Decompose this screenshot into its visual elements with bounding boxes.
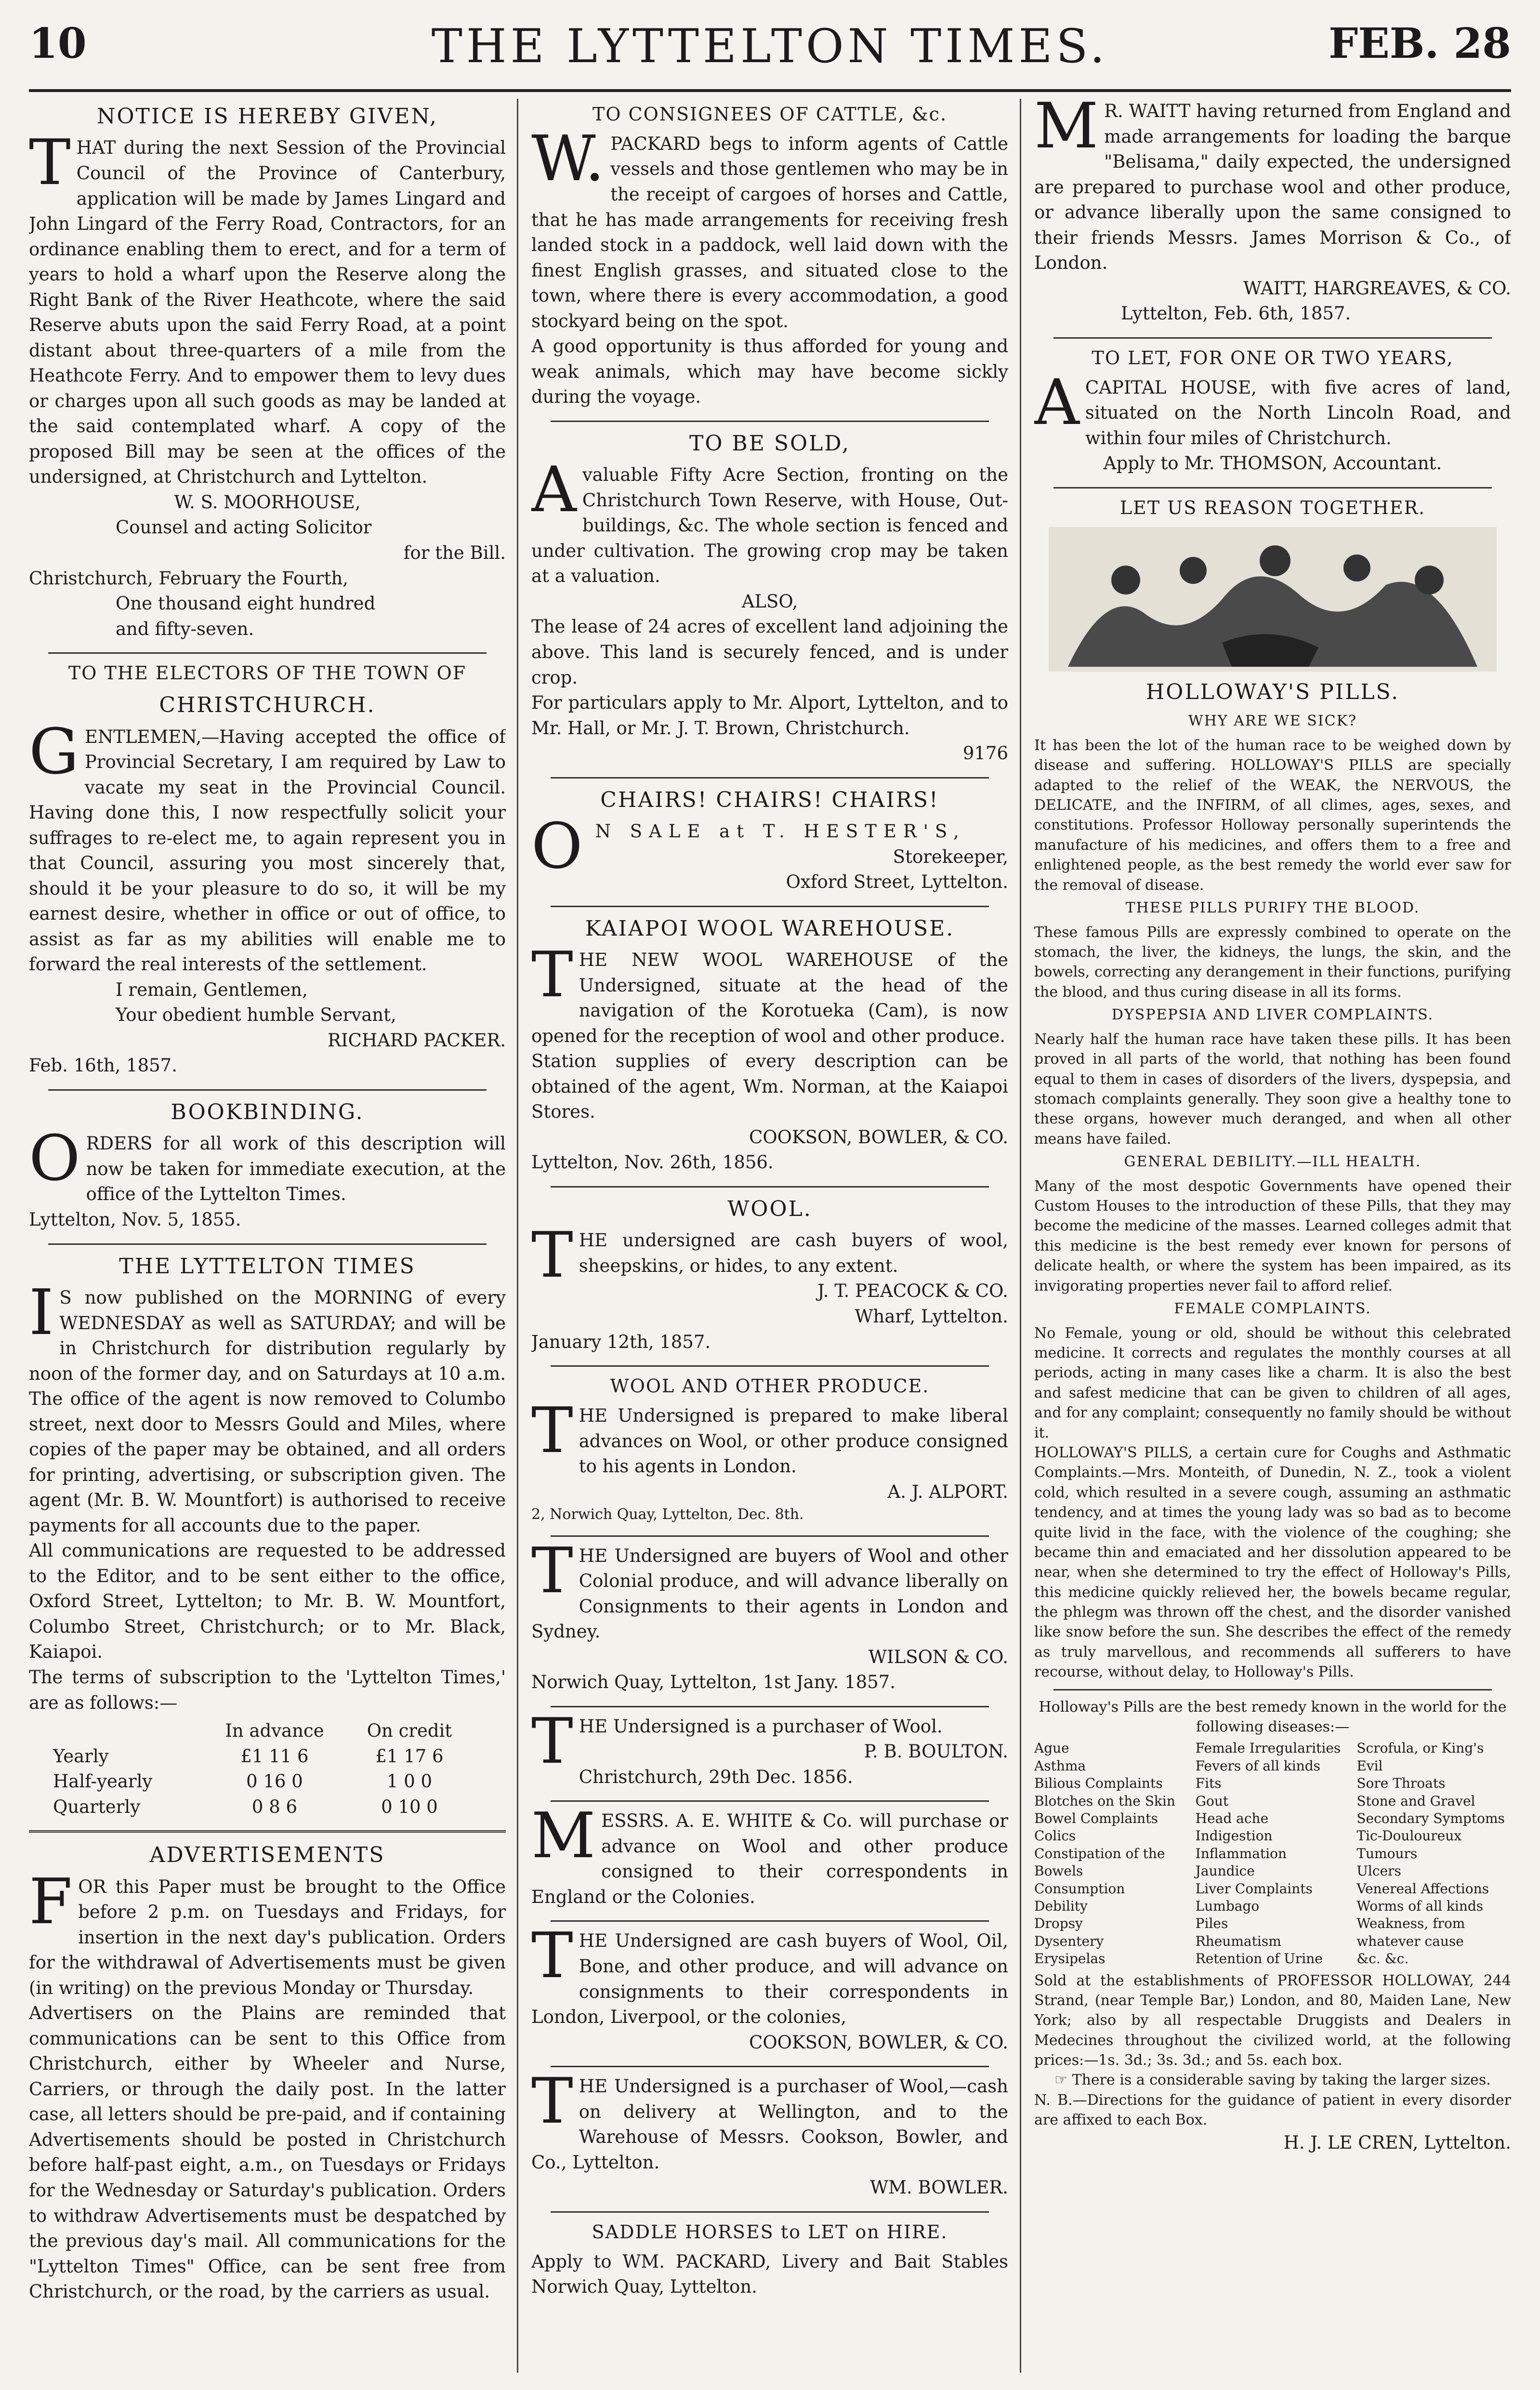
ad-signer: H. J. LE CREN, Lyttelton. [1283,2132,1511,2153]
ad-body: ACAPITAL HOUSE, with five acres of land, situated on the North Lincoln Road, and within four miles of Christchurch. [1034,365,1511,449]
disease-item: Dropsy [1034,1915,1083,1932]
ad-body: GENTLEMEN,—Having accepted the office of Provincial Secretary, I am required by Law to vacate my seat in the Provincial Council. Having done this, I now respectfully solicit your suffrages to re-elect me, to again represent you in that Council, assuring you most sincerely that, should it be your pleasure to do so, it will be my earnest desire, whether in office or out of office, to assist as far as my abilities will enable me to forward the real interests of the settlement. [29,714,506,975]
ad-body: The lease of 24 acres of excellent land adjoining the above. This land is securely fenced, and is under crop. [531,616,1008,688]
ad-subheading: CHRISTCHURCH. [159,693,376,718]
terms-table [53,1718,506,1820]
disease-item: &c. &c. [1356,1951,1409,1967]
masthead [29,14,1511,82]
ad-wilson [531,1533,1008,1695]
disease-item: Erysipelas [1034,1951,1106,1967]
ad-bowler [531,2064,1008,2201]
divider [48,1243,487,1245]
disease-column [1196,1740,1350,1967]
column-right [1034,99,1511,2373]
ad-date: Lyttelton, Nov. 5, 1855. [29,1209,241,1230]
ad-date: and fifty-seven. [116,618,254,639]
divider [1053,487,1492,489]
ad-date: One thousand eight hundred [116,593,376,614]
ad-subheading: FEMALE COMPLAINTS. [1174,1300,1371,1318]
disease-item: Tic-Douloureux [1356,1828,1462,1844]
disease-item: Dysentery [1034,1933,1104,1949]
ad-wool-produce [531,1373,1008,1524]
disease-item: Inflammation [1195,1845,1287,1862]
ad-ref: 9176 [962,743,1008,764]
ad-date: Christchurch, February the Fourth, [29,568,349,589]
terms-cell: Quarterly [53,1796,141,1817]
ad-cookson [531,1919,1008,2055]
ad-body: HOLLOWAY'S PILLS, a certain cure for Coughs and Asthmatic Complaints.—Mrs. Monteith, of Dunedin, N. Z., took a violent cold, which resulted in a severe cough, assuming an asthmatic tendency, and at times the young lady was so bad as to become quite livid in the face, with the violence of the coughing; she became thin and emaciated and her dissolution appeared to be near, when she determined to try the effect of Holloway's Pills, this medicine quickly relieved her, the bowels became regular, the phlegm was thrown off the chest, and the disorder vanished like snow before the sun. She describes the effect of the remedy as truly marvellous, and recommends all sufferers to have recourse, without delay, to Holloway's Pills. [1034,1444,1511,1681]
disease-item: Ulcers [1356,1863,1401,1879]
terms-intro: The terms of subscription to the 'Lyttelton Times,' are as follows:— [29,1666,506,1713]
terms-cell: Half-yearly [53,1771,153,1792]
ad-date: Lyttelton, Nov. 26th, 1856. [531,1152,774,1173]
disease-list [1034,1740,1511,1967]
ad-heading: ADVERTISEMENTS [149,1843,385,1868]
ad-body: Many of the most despotic Governments have opened their Custom Houses to the introduction of these Pills, that they may become the medicine of the masses. Learned colleges admit that this medicine is the best remedy ever known for persons of delicate health, or where the system has been impaired, as its invigorating properties never fail to afford relief. [1034,1177,1511,1294]
disease-item: Stone and Gravel [1356,1793,1475,1809]
ad-subheading: WHY ARE WE SICK? [1188,713,1357,730]
ad-body: Nearly half the human race have taken these pills. It has been proved in all parts of the world, that nothing has been found equal to them in cases of disorders of the livers, dyspepsia, and stomach complaints generally. They soon give a healthy tone to these organs, however much deranged, and when all other means have failed. [1034,1030,1511,1148]
ad-signer: J. T. PEACOCK & CO. [817,1281,1008,1302]
ad-heading: TO LET, FOR ONE OR TWO YEARS, [1092,347,1454,369]
disease-item: Bilious Complaints [1034,1775,1163,1792]
terms-cell: In advance [225,1720,324,1742]
ad-white [531,1799,1008,1910]
divider [551,421,989,422]
disease-item: Worms of all kinds [1356,1898,1484,1914]
disease-item: Retention of Urine [1195,1951,1323,1967]
ad-body: THAT during the next Session of the Provincial Council of the Province of Canterbury, application will be made by James Lingard and John Lingard of the Ferry Road, Contractors, for an ordinance enabling them to erect, and for a term of years to hold a wharf upon the Reserve along the Right Bank of the River Heathcote, where the said Reserve abuts upon the said Ferry Road, at a point distant about three-quarters of a mile from the Heathcote Ferry. And to empower them to levy dues or charges upon all such goods as may be landed at the said contemplated wharf. A copy of the proposed Bill may be seen at the offices of the undersigned, at Christchurch and Lyttelton. [29,126,506,488]
masthead-rule [29,89,1511,92]
engraving-illustration [1049,527,1497,672]
ad-signer: P. B. BOULTON. [864,1741,1008,1762]
ad-body: Apply to WM. PACKARD, Livery and Bait Stables Norwich Quay, Lyttelton. [531,2251,1008,2298]
newspaper-title: THE LYTTELTON TIMES. [431,19,1109,73]
divider [551,1186,989,1188]
ad-body: Sold at the establishments of PROFESSOR HOLLOWAY, 244 Strand, (near Temple Bar,) London, and 80, Maiden Lane, New York; also by all respectable Druggists and Dealers in Medecines throughout the civilized world, at the following prices:—1s. 3d.; 3s. 3d.; and 5s. each box. [1034,1972,1511,2069]
divider [1053,1689,1492,1690]
divider [48,1089,487,1091]
ad-signer: COOKSON, BOWLER, & CO. [749,1126,1008,1148]
issue-date: FEB. 28 [1329,19,1511,68]
ad-heading: SADDLE HORSES to LET on HIRE. [592,2221,948,2243]
ad-role: Counsel and acting Solicitor [116,517,372,538]
ad-body: N. B.—Directions for the guidance of patient in every disorder are affixed to each Box. [1034,2091,1511,2129]
ad-heading: LET US REASON TOGETHER. [1119,497,1426,518]
disease-item: Secondary Symptoms [1356,1810,1505,1826]
ad-heading: TO THE ELECTORS OF THE TOWN OF [68,662,467,684]
ad-signer: WILSON & CO. [869,1646,1008,1667]
ad-holloway [1034,495,1511,2155]
disease-item: Debility [1034,1898,1088,1914]
ad-signer: A. J. ALPORT. [887,1481,1008,1502]
disease-item: Fevers of all kinds [1195,1757,1321,1774]
ad-date: January 12th, 1857. [531,1331,711,1352]
disease-item: Scrofula, or King's Evil [1356,1740,1484,1774]
ad-heading: THE LYTTELTON TIMES [119,1254,416,1279]
disease-item: Head ache [1195,1810,1269,1826]
disease-item: Piles [1195,1915,1228,1932]
disease-item: Blotches on the Skin [1034,1793,1175,1809]
disease-item: Colics [1034,1828,1076,1844]
ad-body: MR. WAITT having returned from England and made arrangements for loading the barque "Belisama," daily expected, the undersigned are prepared to purchase wool and other produce, or advance liberally upon the same consigned to their friends Messrs. James Morrison & Co., of London. [1034,99,1511,274]
ad-advertisements [29,1840,506,2305]
ad-heading: BOOKBINDING. [171,1099,364,1124]
divider [551,906,989,907]
disease-item: Asthma [1034,1757,1086,1774]
ad-close: I remain, Gentlemen, [116,979,308,1000]
terms-cell: 0 10 0 [381,1796,438,1817]
ad-body: THE Undersigned are buyers of Wool and other Colonial produce, and will advance liberally on Consignments to their agents in London and Sydney. [531,1533,1008,1642]
ad-date: Feb. 16th, 1857. [29,1055,177,1076]
divider [551,777,989,779]
disease-item: Tumours [1356,1845,1418,1862]
terms-cell: 0 8 6 [251,1796,298,1817]
disease-item: Consumption [1034,1880,1125,1897]
ad-saving: There is a considerable saving by taking the larger sizes. [1072,2072,1491,2089]
ad-body: Advertisers on the Plains are reminded that communications can be sent to this Office from Christchurch, either by Wheeler and Nurse, Carriers, or through the daily post. In the latter case, all letters should be pre-paid, and if containing Advertisements should be posted in Christchurch before half-past eight, a.m., on Tuesdays or Fridays for the Wednesday or Saturday's publication. Orders to withdraw Advertisements must be despatched by the previous day's mail. All communications for the "Lyttelton Times" Office, can be sent free from Christchurch, or the road, by the carriers as usual. [29,2003,506,2302]
disease-item: Rheumatism [1195,1933,1281,1949]
ad-to-be-sold [531,429,1008,766]
column-middle [531,99,1008,2373]
disease-item: Venereal Affections [1356,1880,1489,1897]
ad-body: Station supplies of every description can be obtained of the agent, Wm. Norman, at the Kaiapoi Stores. [531,1051,1008,1122]
terms-row [53,1769,506,1795]
divider [551,2211,989,2213]
disease-item: Bowel Complaints [1034,1810,1158,1826]
disease-item: Liver Complaints [1195,1880,1313,1897]
terms-cell: Yearly [53,1745,109,1767]
ad-body: These famous Pills are expressly combined to operate on the stomach, the liver, the kidneys, the lungs, the skin, and the bowels, correcting any derangement in their functions, purifying the blood, and thus curing disease in all its forms. [1034,924,1511,1001]
ad-subheading: THESE PILLS PURIFY THE BLOOD. [1125,899,1420,916]
terms-cell [53,1718,207,1744]
divider [551,1535,989,1537]
disease-item: Jaundice [1195,1863,1255,1879]
terms-cell: 0 16 0 [246,1771,303,1792]
page-number: 10 [29,19,87,68]
ad-body: No Female, young or old, should be without this celebrated medicine. It corrects and regulates the monthly courses at all periods, acting in many cases like a charm. It is also the best and safest medicine that can be given to children of all ages, and for any complaint; consequently no family should be without it. [1034,1324,1511,1441]
ad-kaiapoi [531,914,1008,1175]
ad-signer: WM. BOWLER. [870,2177,1008,2198]
ad-heading: KAIAPOI WOOL WAREHOUSE. [585,916,955,941]
ad-heading: WOOL AND OTHER PRODUCE. [610,1375,930,1397]
disease-item: Indigestion [1195,1828,1273,1844]
divider [551,1706,989,1707]
ad-close: Your obedient humble Servant, [116,1004,396,1026]
ad-body: FOR this Paper must be brought to the Office before 2 p.m. on Tuesdays and Fridays, for insertion in the next day's publication. Orders for the withdrawal of Advertisements must be given (in writing) on the previous Monday or Thursday. [29,1864,506,1998]
ad-cattle [531,102,1008,410]
disease-item: Constipation of the Bowels [1034,1845,1165,1879]
ad-notice [29,102,506,642]
ad-body: THE undersigned are cash buyers of wool, sheepskins, or hides, to any extent. [531,1218,1008,1292]
ad-to-let [1034,345,1511,476]
column-divider [1020,99,1021,2373]
ad-body: THE Undersigned is prepared to make liberal advances on Wool, or other produce consigned to his agents in London. [531,1394,1008,1477]
ad-body: THE Undersigned is a purchaser of Wool. [531,1704,943,1778]
terms-cell: £1 17 6 [375,1745,444,1767]
divider [29,1830,506,1833]
ad-place: Wharf, Lyttelton. [855,1306,1008,1327]
ad-body: ON SALE at T. HESTER'S, [531,809,966,883]
ad-signer: WAITT, HARGREAVES, & CO. [1243,277,1511,299]
disease-item: Ague [1034,1740,1069,1756]
ad-signer: COOKSON, BOWLER, & CO. [749,2032,1008,2053]
terms-cell: 1 0 0 [386,1771,433,1792]
divider [48,652,487,654]
ad-chairs [531,785,1008,895]
ad-saddle-horses [531,2219,1008,2300]
disease-item: Fits [1195,1775,1222,1792]
ad-body: It has been the lot of the human race to be weighed down by disease and suffering. HOLLOWAY'S PILLS are specially adapted to the relief of the WEAK, the NERVOUS, the DELICATE, and the INFIRM, of all climes, ages, sexes, and constitutions. Professor Holloway personally superintends the manufacture of his medicines, and offers them to a free and enlightened people, as the best remedy the world ever saw for the removal of disease. [1034,737,1511,894]
disease-item: Female Irregularities [1195,1740,1341,1756]
ad-subheading: GENERAL DEBILITY.—ILL HEALTH. [1124,1153,1422,1171]
ad-body: THE NEW WOOL WAREHOUSE of the Undersigned, situate at the head of the navigation of the Korotueka (Cam), is now opened for the reception of wool and other produce. [531,938,1008,1046]
disease-column [1034,1740,1189,1967]
ad-heading: TO BE SOLD, [689,431,850,456]
ad-waitt [1034,99,1511,327]
column-left [29,99,506,2373]
ad-heading: TO CONSIGNEES OF CATTLE, &c. [592,104,948,125]
ad-date: Christchurch, 29th Dec. 1856. [579,1766,853,1787]
terms-header-row [53,1718,506,1744]
ad-body [1034,2070,1511,2090]
ad-body: All communications are requested to be addressed to the Editor, and to be sent either to the office, Oxford Street, Lyttelton; to Mr. B. W. Mountfort, Columbo Street, Christchurch; or to Mr. Black, Kaiapoi. [29,1540,506,1663]
terms-cell: On credit [367,1720,452,1742]
divider [551,1365,989,1367]
divider [1053,337,1492,339]
ad-body: ORDERS for all work of this description will now be taken for immediate execution, at the office of the Lyttelton Times. [29,1122,506,1205]
ad-bookbinding [29,1097,506,1233]
disease-item: Weakness, from whatever cause [1356,1915,1465,1949]
ad-line: Oxford Street, Lyttelton. [786,871,1008,893]
ad-also: ALSO, [741,591,798,612]
terms-row [53,1744,506,1769]
ad-heading: WOOL. [727,1196,812,1221]
ad-body: Avaluable Fifty Acre Section, fronting on the Christchurch Town Reserve, with House, Out-buildings, &c. The whole section is fenced and under cultivation. The growing crop may be taken at a valuation. [531,453,1008,587]
terms-cell: £1 11 6 [240,1745,309,1767]
ad-body: MESSRS. A. E. WHITE & Co. will purchase or advance on Wool and other produce consigned to their correspondents in England or the Colonies. [531,1799,1008,1907]
ad-signer: W. S. MOORHOUSE, [174,491,361,513]
disease-item: Gout [1195,1793,1229,1809]
ad-signer: RICHARD PACKER. [328,1030,506,1051]
ad-body: A good opportunity is thus afforded for young and weak animals, which may have become sickly during the voyage. [531,336,1008,408]
ad-electors [29,660,506,1079]
ad-date: Norwich Quay, Lyttelton, 1st Jany. 1857. [531,1672,895,1693]
ad-heading: HOLLOWAY'S PILLS. [1145,679,1400,704]
ad-date: Lyttelton, Feb. 6th, 1857. [1121,303,1351,324]
ad-date: 2, Norwich Quay, Lyttelton, Dec. 8th. [531,1506,804,1523]
ad-line: Storekeeper, [893,846,1008,867]
terms-row [53,1795,506,1820]
ad-subheading: DYSPEPSIA AND LIVER COMPLAINTS. [1111,1006,1434,1024]
ad-body: IS now published on the MORNING of every WEDNESDAY as well as SATURDAY; and will be in Christchurch for distribution regularly by noon of the former day, and on Saturdays at 10 a.m. The office of the agent is now removed to Columbo street, next door to Messrs Gould and Miles, where copies of the paper may be obtained, and all orders for printing, advertising, or subscription given. The agent (Mr. B. W. Mountfort) is authorised to receive payments for all accounts due to the paper. [29,1276,506,1536]
column-divider [517,99,518,2373]
ad-wool [531,1194,1008,1355]
ad-heading: CHAIRS! CHAIRS! CHAIRS! [600,787,939,812]
disease-item: Lumbago [1195,1898,1260,1914]
disease-column [1356,1740,1511,1967]
ad-lyttelton-times [29,1252,506,1820]
divider [551,2066,989,2067]
ad-heading: NOTICE IS HEREBY GIVEN, [96,104,438,129]
ad-apply: Apply to Mr. THOMSON, Accountant. [1103,453,1442,474]
ad-boulton [531,1704,1008,1790]
ad-role: for the Bill. [403,542,506,563]
ad-body: THE Undersigned are cash buyers of Wool, Oil, Bone, and other produce, and will advance on consignments to their correspondents in London, Liverpool, or the colonies, [531,1919,1008,2028]
disease-list-intro: Holloway's Pills are the best remedy known in the world for the following diseases:— [1039,1698,1507,1736]
ad-body: THE Undersigned is a purchaser of Wool,—cash on delivery at Wellington, and to the Warehouse of Messrs. Cookson, Bowler, and Co., Lyttelton. [531,2064,1008,2173]
disease-item: Sore Throats [1356,1775,1446,1792]
divider [551,1920,989,1922]
pointing-hand-icon: ☞ [1054,2072,1072,2089]
ad-body: For particulars apply to Mr. Alport, Lyttelton, and to Mr. Hall, or Mr. J. T. Brown, Christchurch. [531,692,1008,739]
ad-body: W.PACKARD begs to inform agents of Cattle vessels and those gentlemen who may be in the receipt of cargoes of horses and Cattle, that he has made arrangements for receiving fresh landed stock in a paddock, well laid down with the finest English grasses, and situated close to the town, where there is every accommodation, a good stockyard being on the spot. [531,121,1008,331]
divider [551,1800,989,1802]
